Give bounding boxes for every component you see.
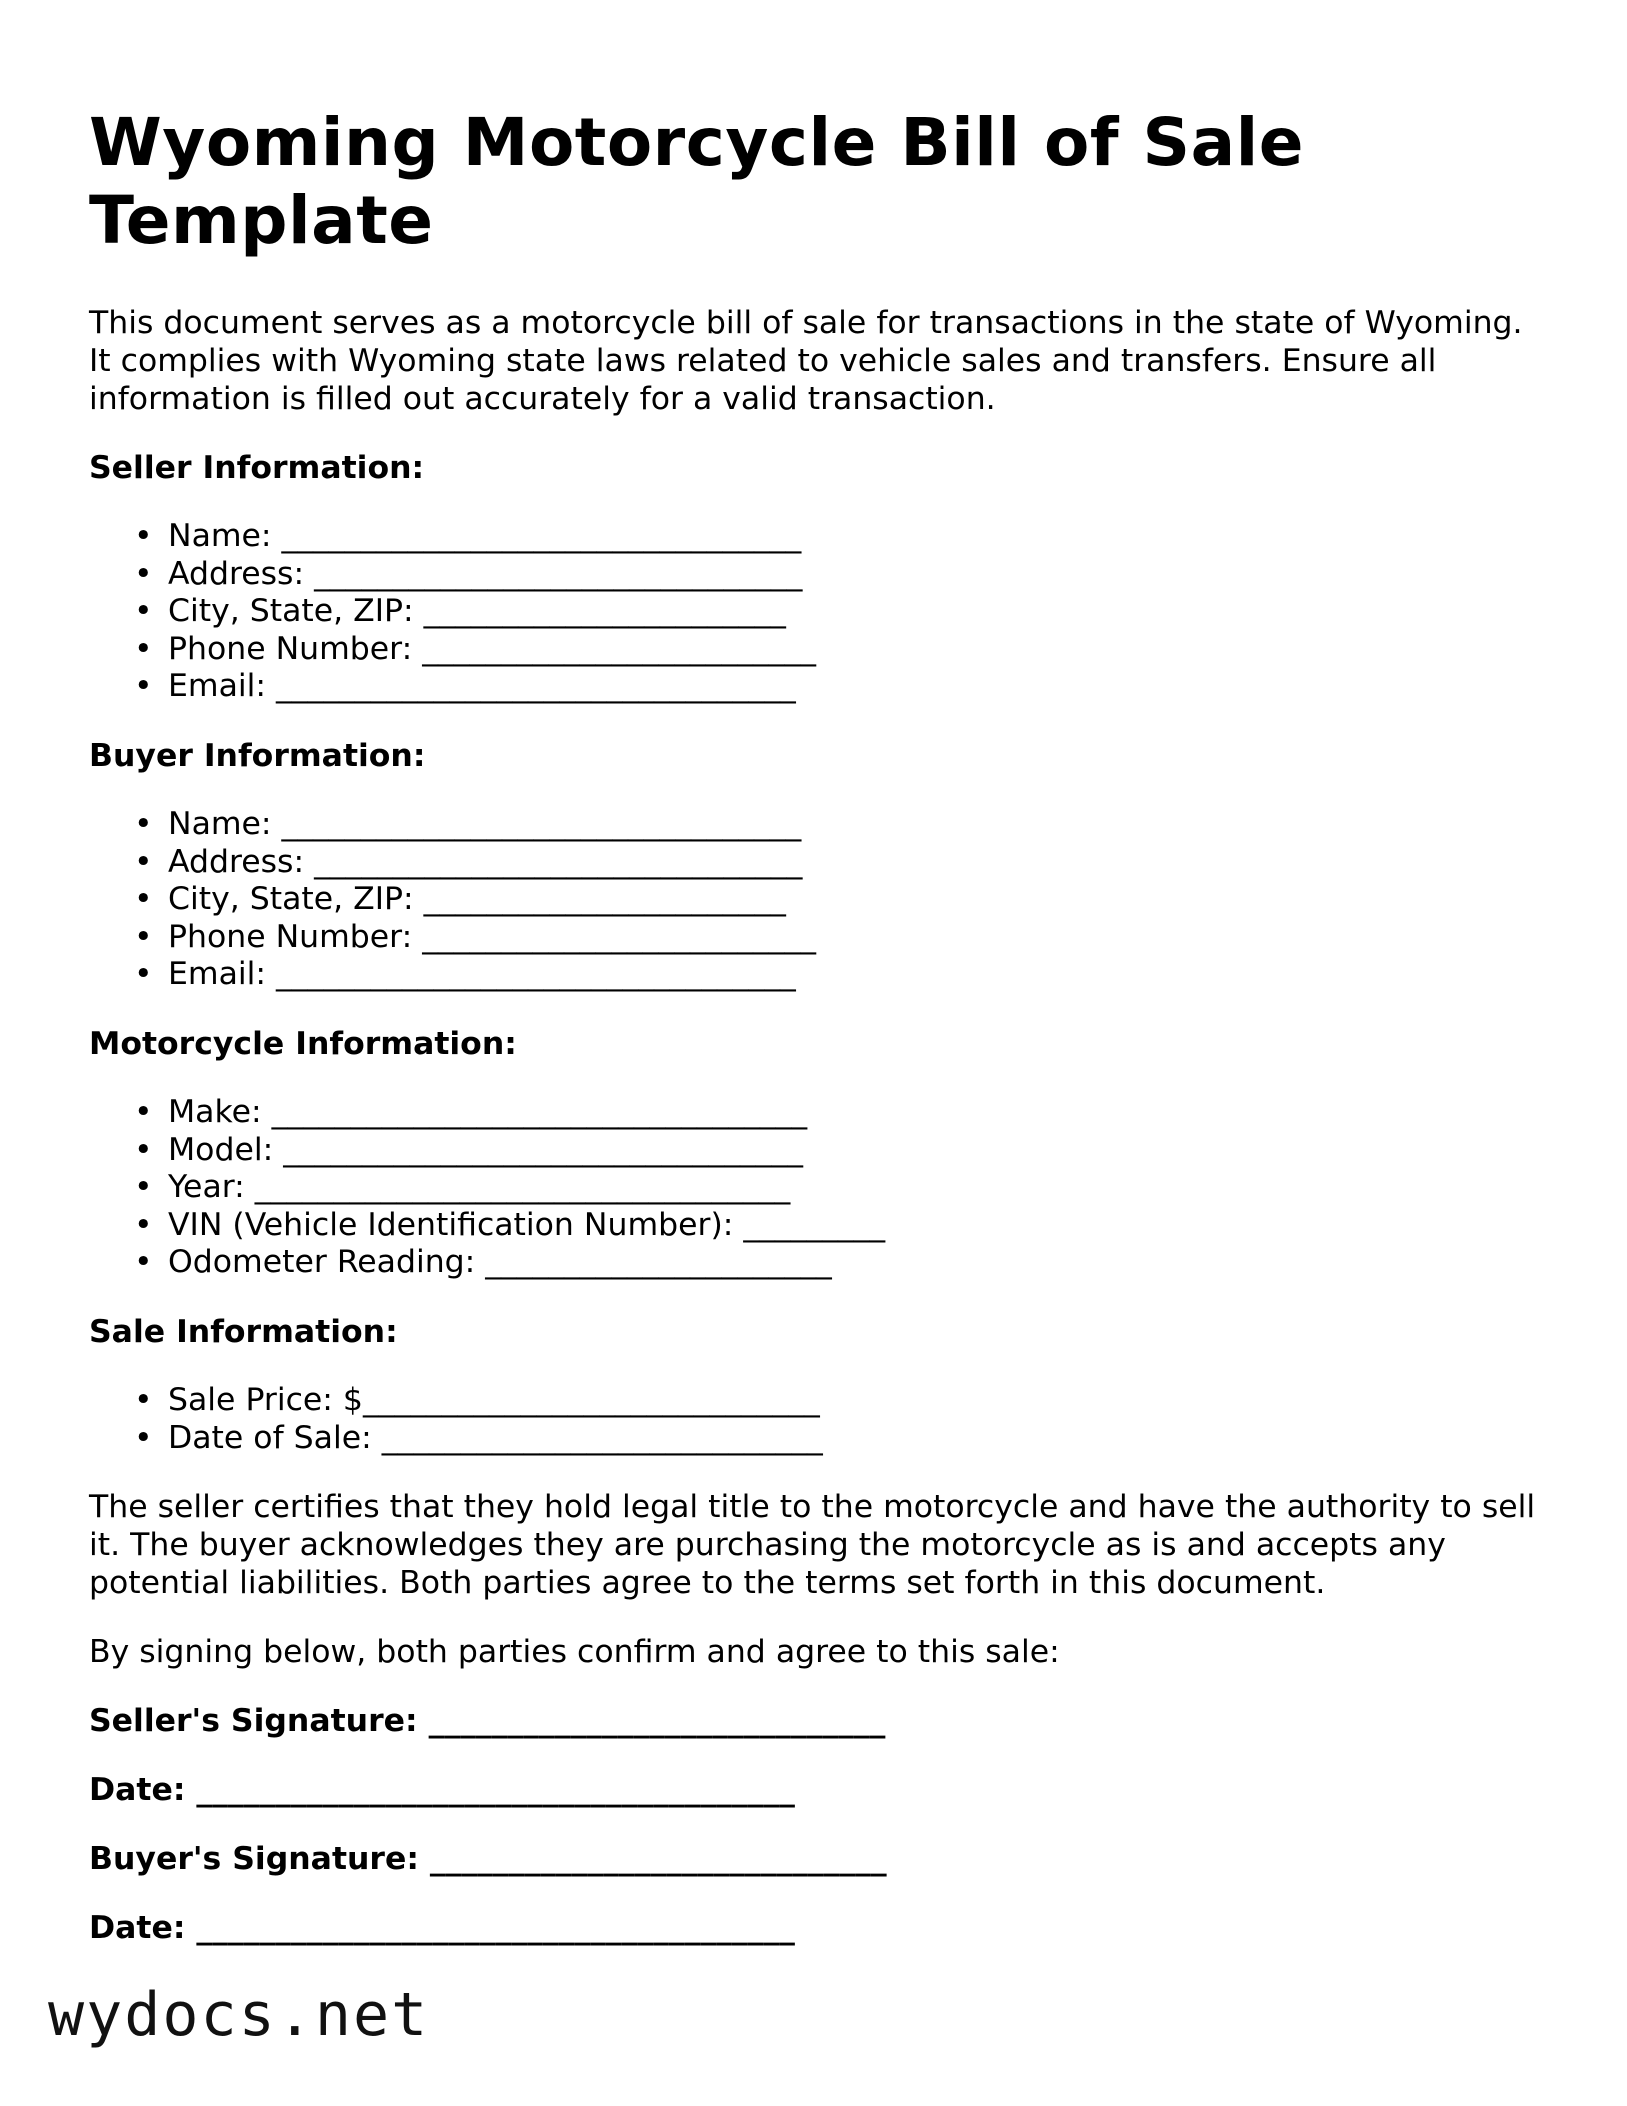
motorcycle-model-field: • Model: _________________________________ <box>134 1131 803 1168</box>
seller-city-state-zip-field: • City, State, ZIP: _______________________ <box>134 593 786 630</box>
bullet-icon: • <box>134 1169 153 1206</box>
motorcycle-odometer-field: • Odometer Reading: ______________________ <box>134 1244 832 1281</box>
buyer-date-line: Date: ______________________________________ <box>89 1910 795 1947</box>
seller-date-line: Date: ______________________________________ <box>89 1772 795 1809</box>
seller-address-field: • Address: _______________________________ <box>134 555 803 592</box>
bullet-icon: • <box>134 1381 153 1418</box>
seller-section-heading: Seller Information: <box>89 450 425 486</box>
bullet-icon: • <box>134 805 153 842</box>
bullet-icon: • <box>134 1206 153 1243</box>
watermark-logo: wydocs.net <box>48 1980 430 2050</box>
certification-paragraph: The seller certifies that they hold legal title to the motorcycle and have the authority to sell it. The buyer acknowledges they are purchasing the motorcycle as is and accepts any potential liabilities. Both parties agree to the terms set forth in this document. <box>89 1489 1536 1602</box>
motorcycle-year-field: • Year: __________________________________ <box>134 1169 791 1206</box>
bullet-icon: • <box>134 843 153 880</box>
motorcycle-fields-list <box>89 1094 1549 1282</box>
buyer-section-heading: Buyer Information: <box>89 737 426 774</box>
bullet-icon: • <box>134 956 153 993</box>
sale-price-field: • Sale Price: $_____________________________ <box>134 1381 820 1418</box>
bullet-icon: • <box>134 1093 153 1130</box>
seller-signature-line: Seller's Signature: _____________________________ <box>89 1703 886 1740</box>
bullet-icon: • <box>134 630 153 667</box>
document-title: Wyoming Motorcycle Bill of Sale Template <box>89 104 1305 259</box>
buyer-signature-line: Buyer's Signature: _____________________________ <box>89 1841 887 1878</box>
signing-intro: By signing below, both parties confirm and agree to this sale: <box>89 1634 1060 1671</box>
seller-phone-field: • Phone Number: _________________________ <box>134 630 816 667</box>
bullet-icon: • <box>134 518 153 554</box>
motorcycle-make-field: • Make: __________________________________ <box>134 1093 808 1130</box>
document-page <box>89 104 1549 1978</box>
motorcycle-section-heading: Motorcycle Information: <box>89 1025 517 1062</box>
bullet-icon: • <box>134 555 153 592</box>
bullet-icon: • <box>134 668 153 705</box>
buyer-phone-field: • Phone Number: _________________________ <box>134 918 816 955</box>
seller-fields-list <box>89 518 1549 706</box>
buyer-city-state-zip-field: • City, State, ZIP: _______________________ <box>134 881 786 918</box>
intro-paragraph: This document serves as a motorcycle bill of sale for transactions in the state of Wyoming. It complies with Wyoming state laws related to vehicle sales and transfers. Ensure all information is filled out accurately for a valid transaction. <box>89 305 1523 417</box>
buyer-name-field: • Name: _________________________________ <box>134 805 802 842</box>
bullet-icon: • <box>134 881 153 918</box>
bullet-icon: • <box>134 593 153 630</box>
buyer-address-field: • Address: _______________________________ <box>134 843 803 880</box>
buyer-email-field: • Email: _________________________________ <box>134 956 796 993</box>
bullet-icon: • <box>134 1419 153 1456</box>
motorcycle-vin-field: • VIN (Vehicle Identification Number): _________ <box>134 1206 886 1243</box>
seller-email-field: • Email: _________________________________ <box>134 668 796 705</box>
bullet-icon: • <box>134 1244 153 1281</box>
sale-section-heading: Sale Information: <box>89 1313 398 1350</box>
sale-date-field: • Date of Sale: ____________________________ <box>134 1419 823 1456</box>
bullet-icon: • <box>134 918 153 955</box>
bullet-icon: • <box>134 1131 153 1168</box>
buyer-fields-list <box>89 806 1549 994</box>
sale-fields-list <box>89 1382 1549 1457</box>
seller-name-field: • Name: _________________________________ <box>134 518 802 554</box>
